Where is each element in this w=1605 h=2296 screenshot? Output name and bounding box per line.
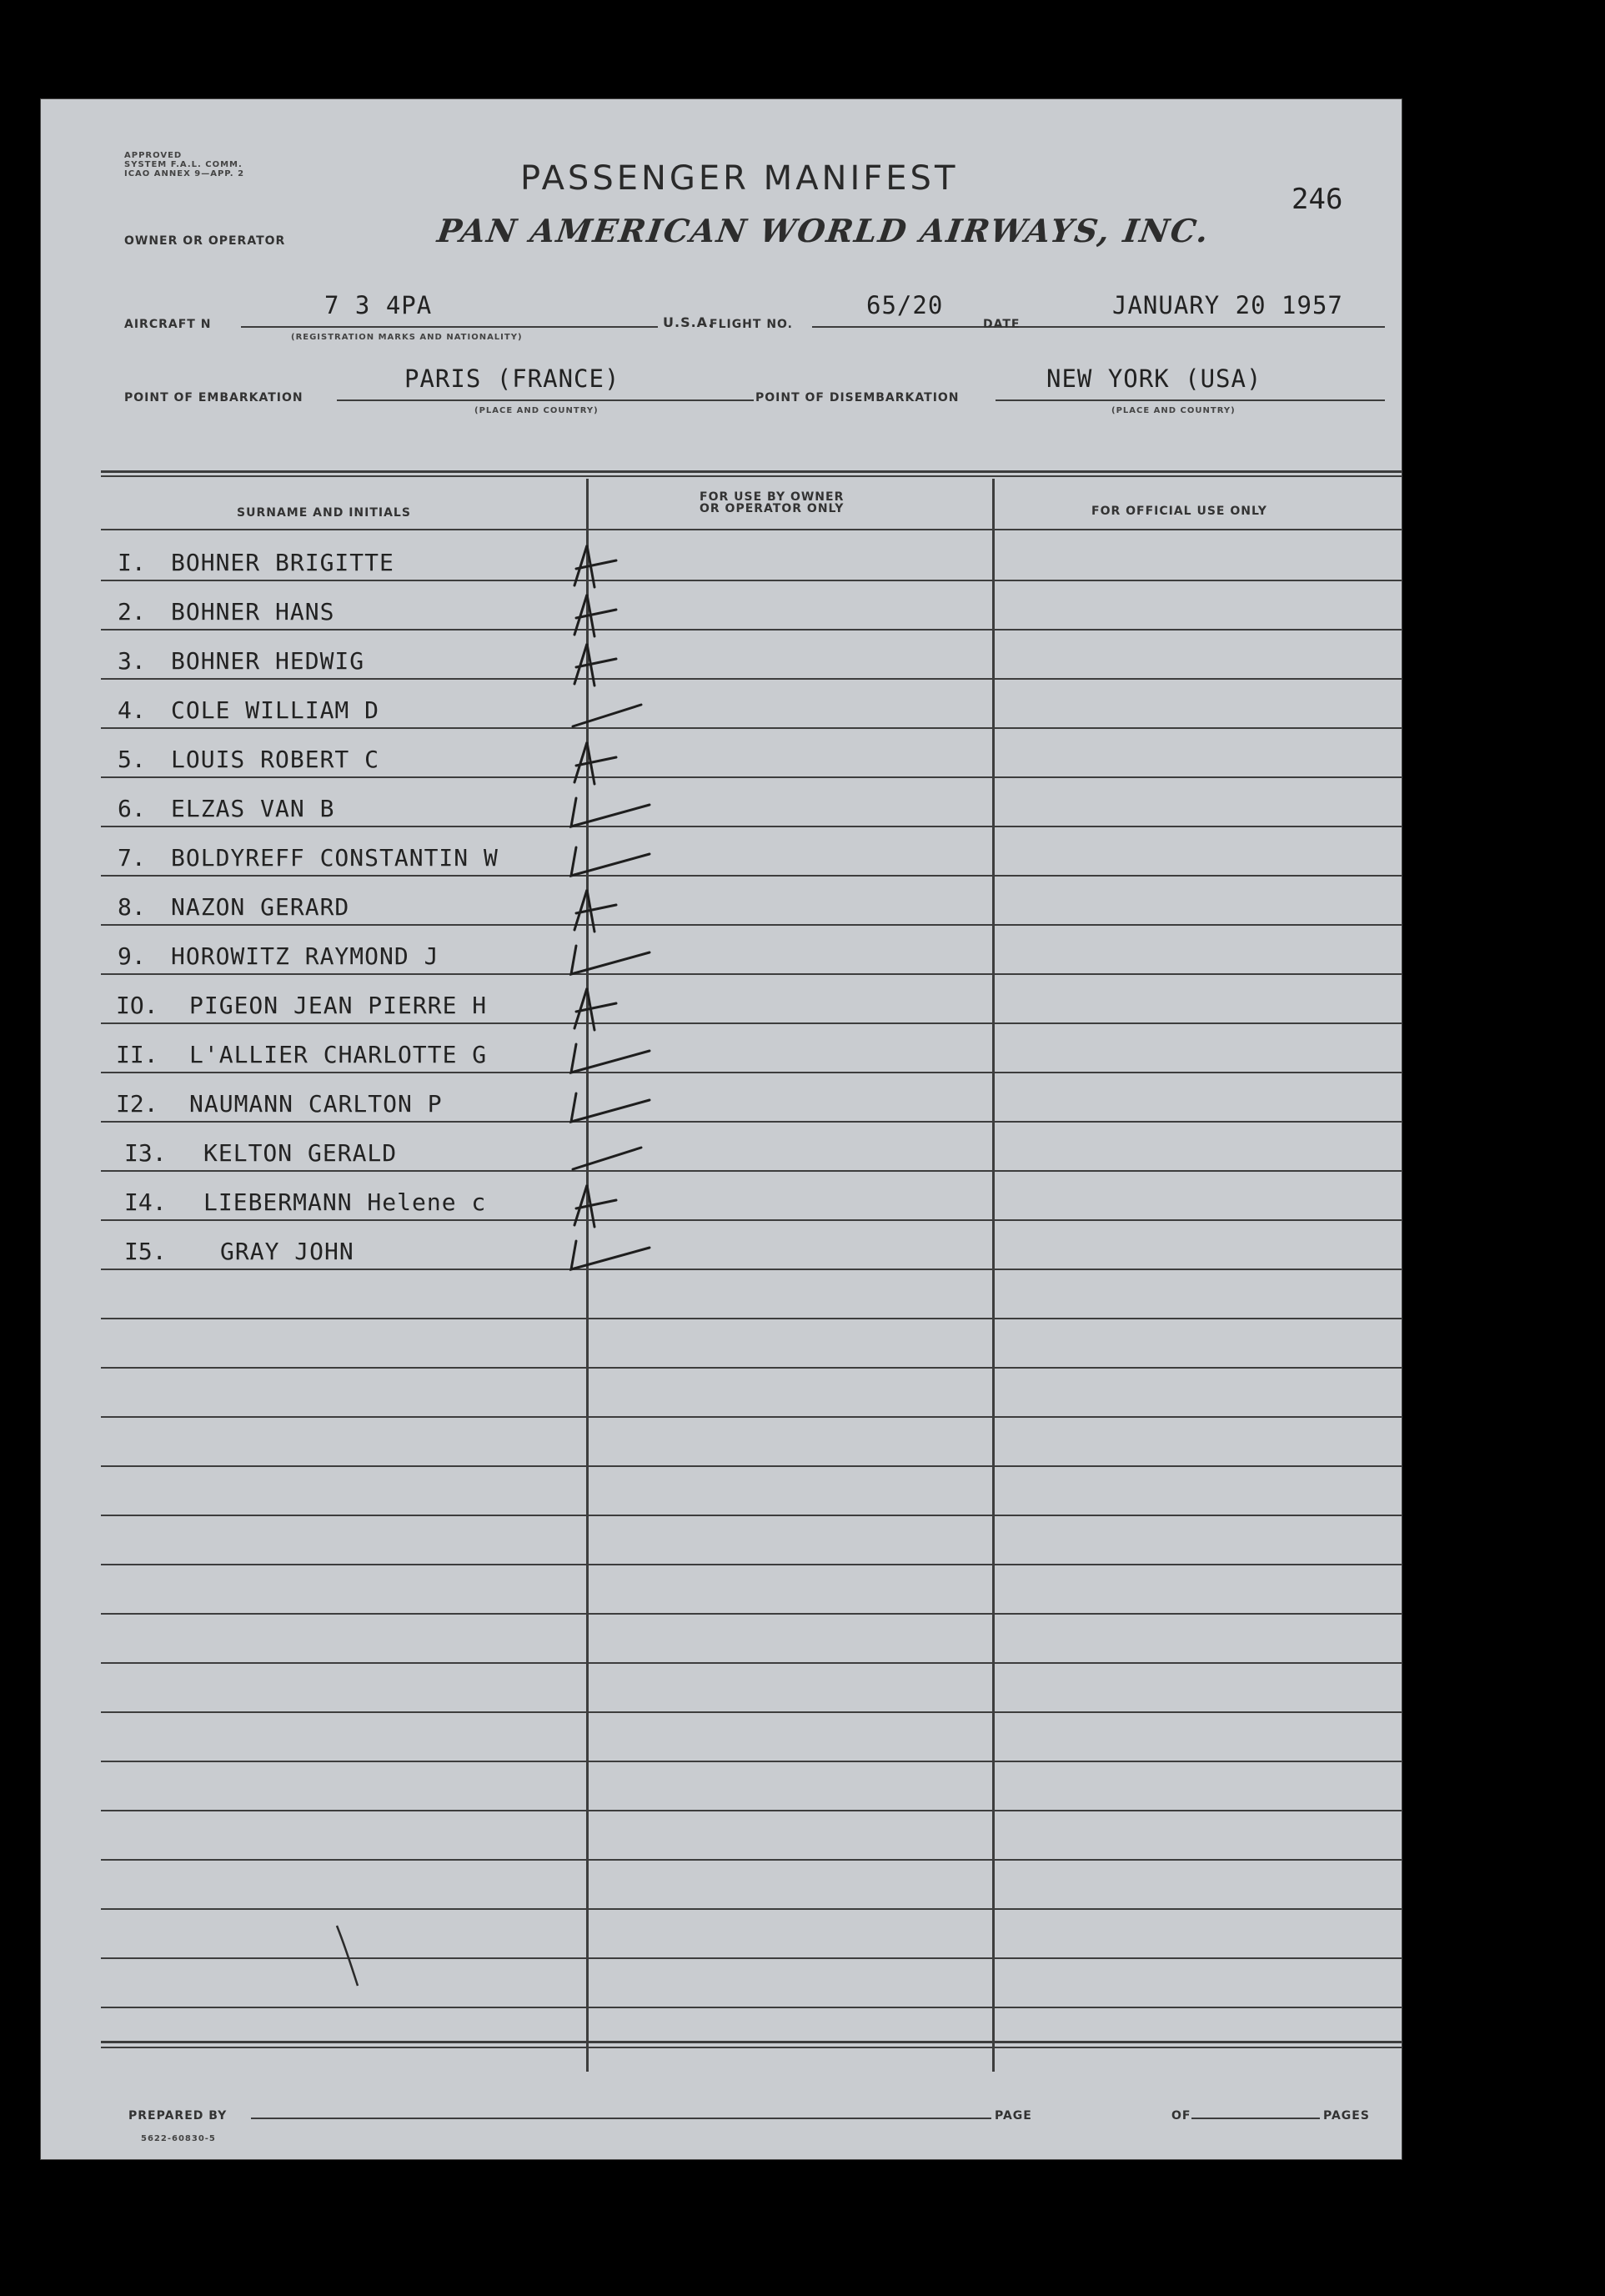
flight-label: FLIGHT NO. [710,318,793,331]
disembarkation-label: POINT OF DISEMBARKATION [755,391,960,404]
passenger-name: LIEBERMANN Helene c [203,1188,487,1216]
passenger-name: L'ALLIER CHARLOTTE G [189,1041,488,1068]
approval-line: SYSTEM F.A.L. COMM. [124,160,243,169]
disembarkation-value: NEW YORK (USA) [1046,364,1262,393]
passenger-name: NAZON GERARD [171,893,350,921]
column-header-surname: SURNAME AND INITIALS [237,506,411,520]
row-number: I3. [124,1139,167,1167]
stray-pen-mark [337,1926,358,1986]
handwritten-check-mark [571,798,650,826]
handwritten-check-mark [571,1044,650,1073]
passenger-name: KELTON GERALD [203,1139,398,1167]
approval-line: APPROVED [124,151,183,160]
passenger-name: NAUMANN CARLTON P [189,1090,443,1118]
aircraft-value: 7 3 4PA [324,291,433,319]
handwritten-a-mark [574,595,616,636]
passenger-name: GRAY JOHN [220,1238,354,1265]
approval-line: ICAO ANNEX 9—APP. 2 [124,169,245,178]
row-number: 6. [118,795,146,822]
handwritten-check-mark [571,1093,650,1122]
handwritten-a-mark [574,545,616,587]
aircraft-sublabel: (REGISTRATION MARKS AND NATIONALITY) [291,333,523,342]
row-number: IO. [116,992,158,1019]
date-value: JANUARY 20 1957 [1112,291,1343,319]
row-number: I4. [124,1188,167,1216]
handwritten-a-mark [574,1185,616,1227]
passenger-name: BOLDYREFF CONSTANTIN W [171,844,499,872]
embarkation-value: PARIS (FRANCE) [404,364,620,393]
handwritten-check-mark [573,1148,641,1169]
prepared-by-label: PREPARED BY [128,2109,228,2123]
passenger-name: LOUIS ROBERT C [171,746,380,773]
row-number: 9. [118,942,146,970]
handwritten-check-mark [571,1241,650,1269]
passenger-name: ELZAS VAN B [171,795,335,822]
row-number: 4. [118,696,146,724]
passenger-name: PIGEON JEAN PIERRE H [189,992,488,1019]
column-header-official-use: FOR OFFICIAL USE ONLY [1091,505,1267,518]
passenger-name: HOROWITZ RAYMOND J [171,942,439,970]
handwritten-check-mark [571,946,650,974]
page-label: PAGE [991,2109,1036,2123]
usa-label: U.S.A. [663,314,715,330]
manifest-sheet [40,98,1402,2160]
operator-name: PAN AMERICAN WORLD AIRWAYS, INC. [434,212,1213,249]
date-label: DATE [983,318,1021,331]
handwritten-a-mark [574,644,616,686]
page-number: 246 [1292,183,1343,216]
passenger-name: COLE WILLIAM D [171,696,380,724]
column-header-owner-use: FOR USE BY OWNER OR OPERATOR ONLY [700,490,845,515]
handwritten-a-mark [574,890,616,932]
row-number: I. [118,549,146,576]
handwritten-check-mark [571,847,650,876]
form-title: PASSENGER MANIFEST [520,159,959,198]
disembarkation-sublabel: (PLACE AND COUNTRY) [1111,406,1236,415]
row-number: 3. [118,647,146,675]
handwritten-a-mark [574,988,616,1030]
owner-label: OWNER OR OPERATOR [124,234,286,248]
embarkation-sublabel: (PLACE AND COUNTRY) [474,406,599,415]
embarkation-label: POINT OF EMBARKATION [124,391,303,404]
row-number: I5. [124,1238,167,1265]
handwritten-marks [41,99,1402,2159]
aircraft-label: AIRCRAFT N [124,318,212,331]
passenger-name: BOHNER HEDWIG [171,647,365,675]
passenger-name: BOHNER HANS [171,598,335,625]
form-code: 5622-60830-5 [141,2134,216,2143]
handwritten-check-mark [573,705,641,726]
flight-value: 65/20 [866,291,944,319]
row-number: II. [116,1041,158,1068]
row-number: 7. [118,844,146,872]
of-label: OF [1168,2109,1194,2123]
pages-label: PAGES [1320,2109,1373,2123]
handwritten-a-mark [574,742,616,784]
row-number: 8. [118,893,146,921]
row-number: 2. [118,598,146,625]
passenger-name: BOHNER BRIGITTE [171,549,394,576]
row-number: 5. [118,746,146,773]
row-number: I2. [116,1090,158,1118]
